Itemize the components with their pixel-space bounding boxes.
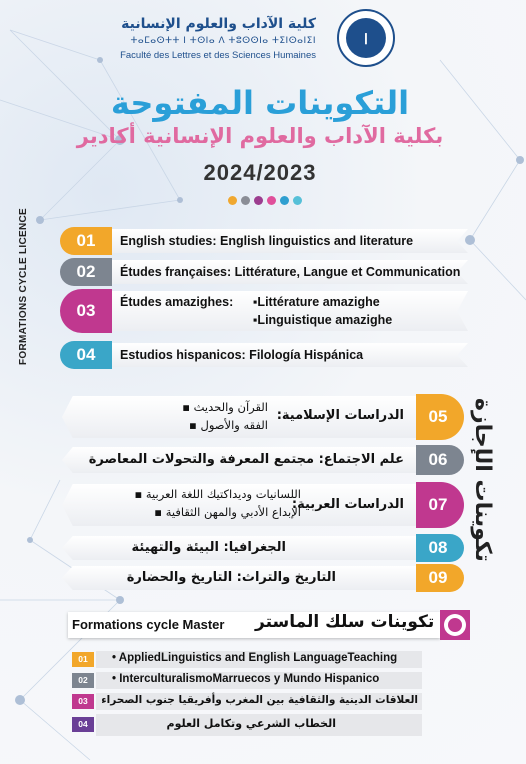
ijaza-item-07-sub2: الإبداع الأدبي والمهن الثقافية ▪ xyxy=(154,505,301,519)
faculty-name-arabic: كلية الآداب والعلوم الإنسانية xyxy=(121,16,316,32)
licence-item-03-sub2: ▪Linguistique amazighe xyxy=(253,313,393,327)
licence-item-03: Études amazighes: xyxy=(120,295,234,309)
ijaza-item-08: الجغرافيا: البيئة والتهيئة xyxy=(131,540,286,555)
color-dot-3 xyxy=(254,196,263,205)
color-dots xyxy=(228,196,302,205)
licence-number-03: 03 xyxy=(76,301,96,320)
main-title: التكوينات المفتوحة xyxy=(110,84,410,122)
color-dot-4 xyxy=(267,196,276,205)
licence-side-label: FORMATIONS CYCLE LICENCE xyxy=(18,207,29,365)
master-item-04: الخطاب الشرعي وتكامل العلوم xyxy=(166,717,336,730)
ijaza-number-08: 08 xyxy=(428,538,448,557)
ijaza-number-09: 09 xyxy=(428,568,448,587)
ijaza-number-05: 05 xyxy=(428,407,448,426)
color-dot-5 xyxy=(280,196,289,205)
ijaza-item-09: التاريخ والتراث: التاريخ والحضارة xyxy=(126,570,336,585)
licence-item-02: Études françaises: Littérature, Langue et Communication xyxy=(120,265,461,279)
faculty-name-french: Faculté des Lettres et des Sciences Humaines xyxy=(120,50,316,61)
licence-item-04: Estudios hispanicos: Filología Hispánica xyxy=(120,348,364,362)
licence-item-03-sub1: ▪Littérature amazighe xyxy=(253,295,380,309)
ijaza-number-07: 07 xyxy=(428,495,448,514)
color-dot-1 xyxy=(228,196,237,205)
master-number-02: 02 xyxy=(72,673,94,688)
master-item-01: • AppliedLinguistics and English LanguageTeaching xyxy=(112,652,398,664)
ijaza-number-06: 06 xyxy=(428,450,448,469)
svg-text:ا: ا xyxy=(364,32,368,48)
ijaza-item-05-sub1: القرآن والحديث ▪ xyxy=(182,400,268,414)
licence-number-01: 01 xyxy=(76,231,96,250)
master-number-03: 03 xyxy=(72,694,94,709)
faculty-name-tifinagh: ⵜⴰⵎⴰⵙⵜⵜ ⵏ ⵜⵙⵏⴰ ⴷ ⵜⵓⵙⵙⵏⴰ ⵜⵉⵏⵙⴰⵏⵉⵏ xyxy=(130,36,316,46)
master-title-arabic: تكوينات سلك الماستر xyxy=(255,612,435,632)
ijaza-item-05: الدراسات الإسلامية: xyxy=(276,408,404,423)
ijaza-item-07: الدراسات العربية: xyxy=(291,497,404,512)
master-item-03: العلاقات الدينية والثقافية بين المغرب وأفريقيا جنوب الصحراء xyxy=(101,694,418,706)
master-number-04: 04 xyxy=(72,717,94,732)
licence-number-04: 04 xyxy=(76,345,96,364)
ijaza-side-label: تكوينات الإجازة xyxy=(470,398,495,562)
master-item-02: • InterculturalismoMarruecos y Mundo Hispanico xyxy=(112,673,380,685)
ijaza-item-05-sub2: الفقه والأصول ▪ xyxy=(189,418,268,432)
university-seal-small-icon xyxy=(440,610,470,640)
ijaza-item-06: علم الاجتماع: مجتمع المعرفة والتحولات المعاصرة xyxy=(88,452,404,467)
master-number-01: 01 xyxy=(72,652,94,667)
color-dot-6 xyxy=(293,196,302,205)
ijaza-item-07-sub1: اللسانيات وديداكتيك اللغة العربية ▪ xyxy=(134,487,301,501)
subtitle: بكلية الآداب والعلوم الإنسانية أكادير xyxy=(76,124,444,148)
master-title-french: Formations cycle Master xyxy=(72,617,225,632)
university-seal-logo xyxy=(336,8,396,68)
licence-number-02: 02 xyxy=(76,262,96,281)
licence-item-01: English studies: English linguistics and literature xyxy=(120,234,414,248)
academic-year: 2024/2023 xyxy=(203,160,317,185)
color-dot-2 xyxy=(241,196,250,205)
